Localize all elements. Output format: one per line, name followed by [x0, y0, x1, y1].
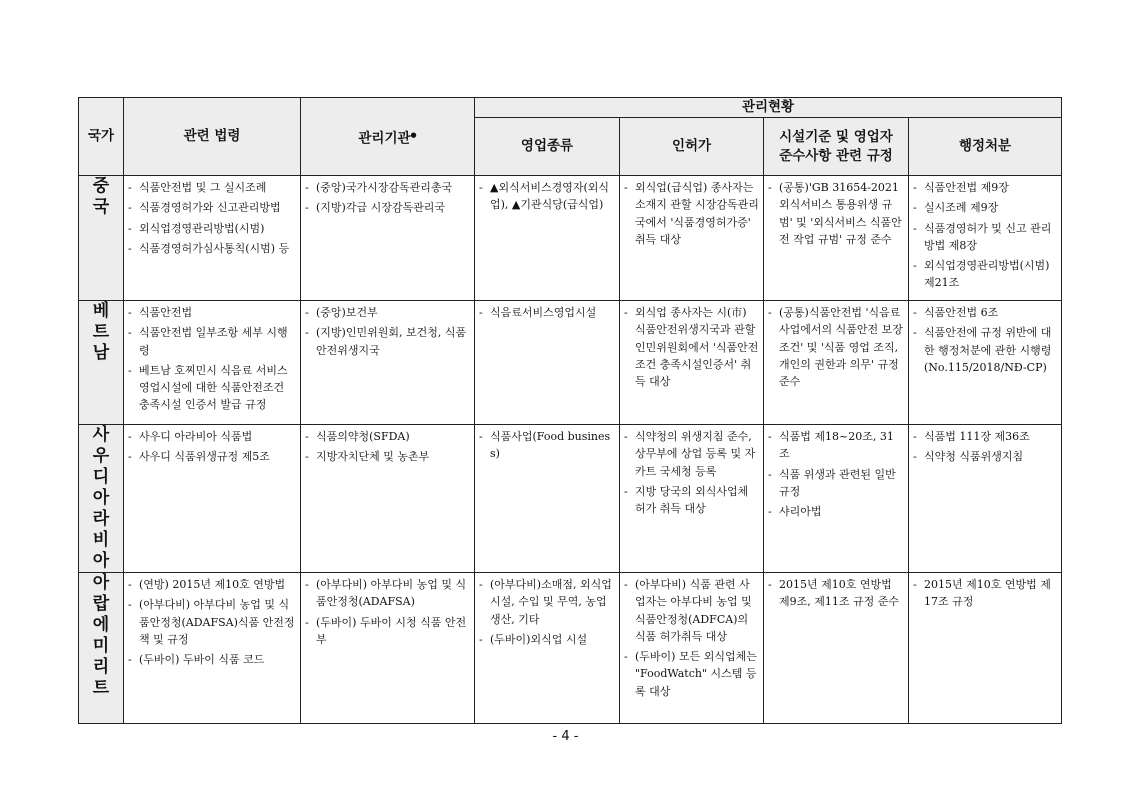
- penalty-cell: [909, 301, 1062, 425]
- laws-cell: [124, 425, 301, 573]
- permit-cell: [620, 573, 764, 724]
- list-item: - (아부다비) 식품 관련 사업자는 아부다비 농업 및 식품안정청(ADFCA)의 식품 허가취득 대상: [624, 576, 759, 645]
- permit-cell: [620, 425, 764, 573]
- bullet-list: [124, 176, 300, 262]
- table-row: [79, 301, 1062, 425]
- list-item: - (아부다비) 아부다비 농업 및 식품안정청(ADAFSA)식품 안전정책 및 규정: [128, 596, 296, 648]
- list-item: - 샤리아법: [768, 503, 904, 520]
- facility-cell: [764, 425, 909, 573]
- permit-cell: [620, 301, 764, 425]
- list-item: - 식약청의 위생지침 준수, 상무부에 상업 등록 및 자카트 국세청 등록: [624, 428, 759, 480]
- list-item: - 식품안전에 규정 위반에 대한 행정처분에 관한 시행령(No.115/2018/NĐ-CP): [913, 324, 1057, 376]
- list-item: - 외식업(급식업) 종사자는 소재지 관할 시장감독관리국에서 '식품경영허가증' 취득 대상: [624, 179, 759, 248]
- country-cell: [79, 573, 124, 724]
- bullet-list: [909, 301, 1061, 381]
- bullet-list: [764, 301, 908, 395]
- table-row: [79, 176, 1062, 301]
- permit-cell: [620, 176, 764, 301]
- list-item: - 식품경영허가와 신고관리방법: [128, 199, 296, 216]
- penalty-cell: [909, 176, 1062, 301]
- list-item: - (두바이) 모든 외식업체는 "FoodWatch" 시스템 등록 대상: [624, 648, 759, 700]
- list-item: - (지방)인민위원회, 보건청, 식품안전위생지국: [305, 324, 470, 359]
- agency-cell: [301, 425, 475, 573]
- laws-cell: [124, 573, 301, 724]
- list-item: - 식약청 식품위생지침: [913, 448, 1057, 465]
- list-item: - 식품법 제18~20조, 31조: [768, 428, 904, 463]
- penalty-cell: [909, 573, 1062, 724]
- list-item: - 식품 위생과 관련된 일반규정: [768, 466, 904, 501]
- header-permit: 인허가: [620, 118, 764, 176]
- agency-cell: [301, 573, 475, 724]
- header-penalty: 행정처분: [909, 118, 1062, 176]
- bullet-list: [764, 425, 908, 525]
- bullet-list: [301, 176, 474, 222]
- list-item: - (중앙)보건부: [305, 304, 470, 321]
- table-row: [79, 425, 1062, 573]
- bullet-list: [475, 425, 619, 468]
- header-facility: 시설기준 및 영업자 준수사항 관련 규정: [764, 118, 909, 176]
- list-item: - 식품안전법 6조: [913, 304, 1057, 321]
- bullet-list: [909, 573, 1061, 616]
- bullet-list: [475, 573, 619, 653]
- biz-type-cell: [475, 301, 620, 425]
- penalty-cell: [909, 425, 1062, 573]
- list-item: - 외식업경영관리방법(시범): [128, 220, 296, 237]
- header-agency: [301, 98, 475, 176]
- list-item: - 식품경영허가심사통칙(시범) 등: [128, 240, 296, 257]
- bullet-list: [301, 573, 474, 653]
- list-item: - (두바이) 두바이 식품 코드: [128, 651, 296, 668]
- country-name: 베트남: [92, 301, 110, 363]
- biz-type-cell: [475, 425, 620, 573]
- bullet-list: [620, 176, 763, 253]
- list-item: - 식품의약청(SFDA): [305, 428, 470, 445]
- list-item: - 식품경영허가 및 신고 관리방법 제8장: [913, 220, 1057, 255]
- biz-type-cell: [475, 573, 620, 724]
- bullet-list: [620, 425, 763, 522]
- list-item: - 식품안전법 일부조항 세부 시행령: [128, 324, 296, 359]
- country-name: 사우디아라비아: [92, 425, 110, 571]
- country-name: 중국: [92, 176, 110, 217]
- list-item: - 식음료서비스영업시설: [479, 304, 615, 321]
- header-country: 국가: [79, 98, 124, 176]
- list-item: - 식품안전법: [128, 304, 296, 321]
- bullet-list: [124, 301, 300, 419]
- list-item: - (지방)각급 시장감독관리국: [305, 199, 470, 216]
- list-item: - 외식업 종사자는 시(市) 식품안전위생지국과 관할 인민위원회에서 '식품안전조건 충족시설인증서' 취득 대상: [624, 304, 759, 390]
- agency-cell: [301, 301, 475, 425]
- table-row: [79, 573, 1062, 724]
- list-item: - 식품법 111장 제36조: [913, 428, 1057, 445]
- list-item: - 2015년 제10호 연방법 제9조, 제11조 규정 준수: [768, 576, 904, 611]
- list-item: - 실시조례 제9장: [913, 199, 1057, 216]
- header-agency-label: 관리기관: [358, 130, 411, 147]
- list-item: - (아부다비) 아부다비 농업 및 식품안정청(ADAFSA): [305, 576, 470, 611]
- bullet-list: [620, 301, 763, 395]
- bullet-list: [124, 425, 300, 471]
- bullet-list: [301, 425, 474, 471]
- bullet-list: [475, 176, 619, 219]
- list-item: - ▲외식서비스경영자(외식업), ▲기관식당(급식업): [479, 179, 615, 214]
- facility-cell: [764, 573, 909, 724]
- facility-cell: [764, 301, 909, 425]
- list-item: - 식품사업(Food business): [479, 428, 615, 463]
- bullet-list: [620, 573, 763, 705]
- list-item: - (중앙)국가시장감독관리총국: [305, 179, 470, 196]
- list-item: - 2015년 제10호 연방법 제17조 규정: [913, 576, 1057, 611]
- laws-cell: [124, 301, 301, 425]
- list-item: - 베트남 호찌민시 식음료 서비스 영업시설에 대한 식품안전조건 충족시설 인증서 발급 규정: [128, 362, 296, 414]
- list-item: - (연방) 2015년 제10호 연방법: [128, 576, 296, 593]
- agency-cell: [301, 176, 475, 301]
- bullet-list: [909, 176, 1061, 297]
- country-cell: [79, 176, 124, 301]
- laws-cell: [124, 176, 301, 301]
- bullet-list: [475, 301, 619, 326]
- bullet-list: [764, 176, 908, 253]
- list-item: - 식품안전법 및 그 실시조례: [128, 179, 296, 196]
- list-item: - (두바이) 두바이 시청 식품 안전부: [305, 614, 470, 649]
- list-item: - 식품안전법 제9장: [913, 179, 1057, 196]
- list-item: - (공통)식품안전법 '식음료 사업에서의 식품안전 보장 조건' 및 '식품 영업 조직, 개인의 권한과 의무' 규정 준수: [768, 304, 904, 390]
- list-item: - 사우디 식품위생규정 제5조: [128, 448, 296, 465]
- list-item: - 지방자치단체 및 농촌부: [305, 448, 470, 465]
- page-number: - 4 -: [552, 729, 579, 744]
- regulation-table: [78, 97, 1062, 724]
- bullet-list: [909, 425, 1061, 471]
- bullet-list: [301, 301, 474, 364]
- list-item: - 외식업경영관리방법(시범) 제21조: [913, 257, 1057, 292]
- country-name: 아랍에미리트: [92, 573, 110, 698]
- list-item: - (아부다비)소매점, 외식업 시설, 수입 및 무역, 농업 생산, 기타: [479, 576, 615, 628]
- biz-type-cell: [475, 176, 620, 301]
- header-status: 관리현황: [475, 98, 1062, 118]
- list-item: - 지방 당국의 외식사업체 허가 취득 대상: [624, 483, 759, 518]
- country-cell: [79, 301, 124, 425]
- header-laws: 관련 법령: [124, 98, 301, 176]
- list-item: - (두바이)외식업 시설: [479, 631, 615, 648]
- country-cell: [79, 425, 124, 573]
- header-biz-type: 영업종류: [475, 118, 620, 176]
- bullet-list: [764, 573, 908, 616]
- bullet-list: [124, 573, 300, 673]
- list-item: - 사우디 아라비아 식품법: [128, 428, 296, 445]
- agency-footnote-mark: ●: [410, 129, 417, 139]
- facility-cell: [764, 176, 909, 301]
- list-item: - (공통)'GB 31654-2021 외식서비스 통용위생 규범' 및 '외식서비스 식품안전 작업 규범' 규정 준수: [768, 179, 904, 248]
